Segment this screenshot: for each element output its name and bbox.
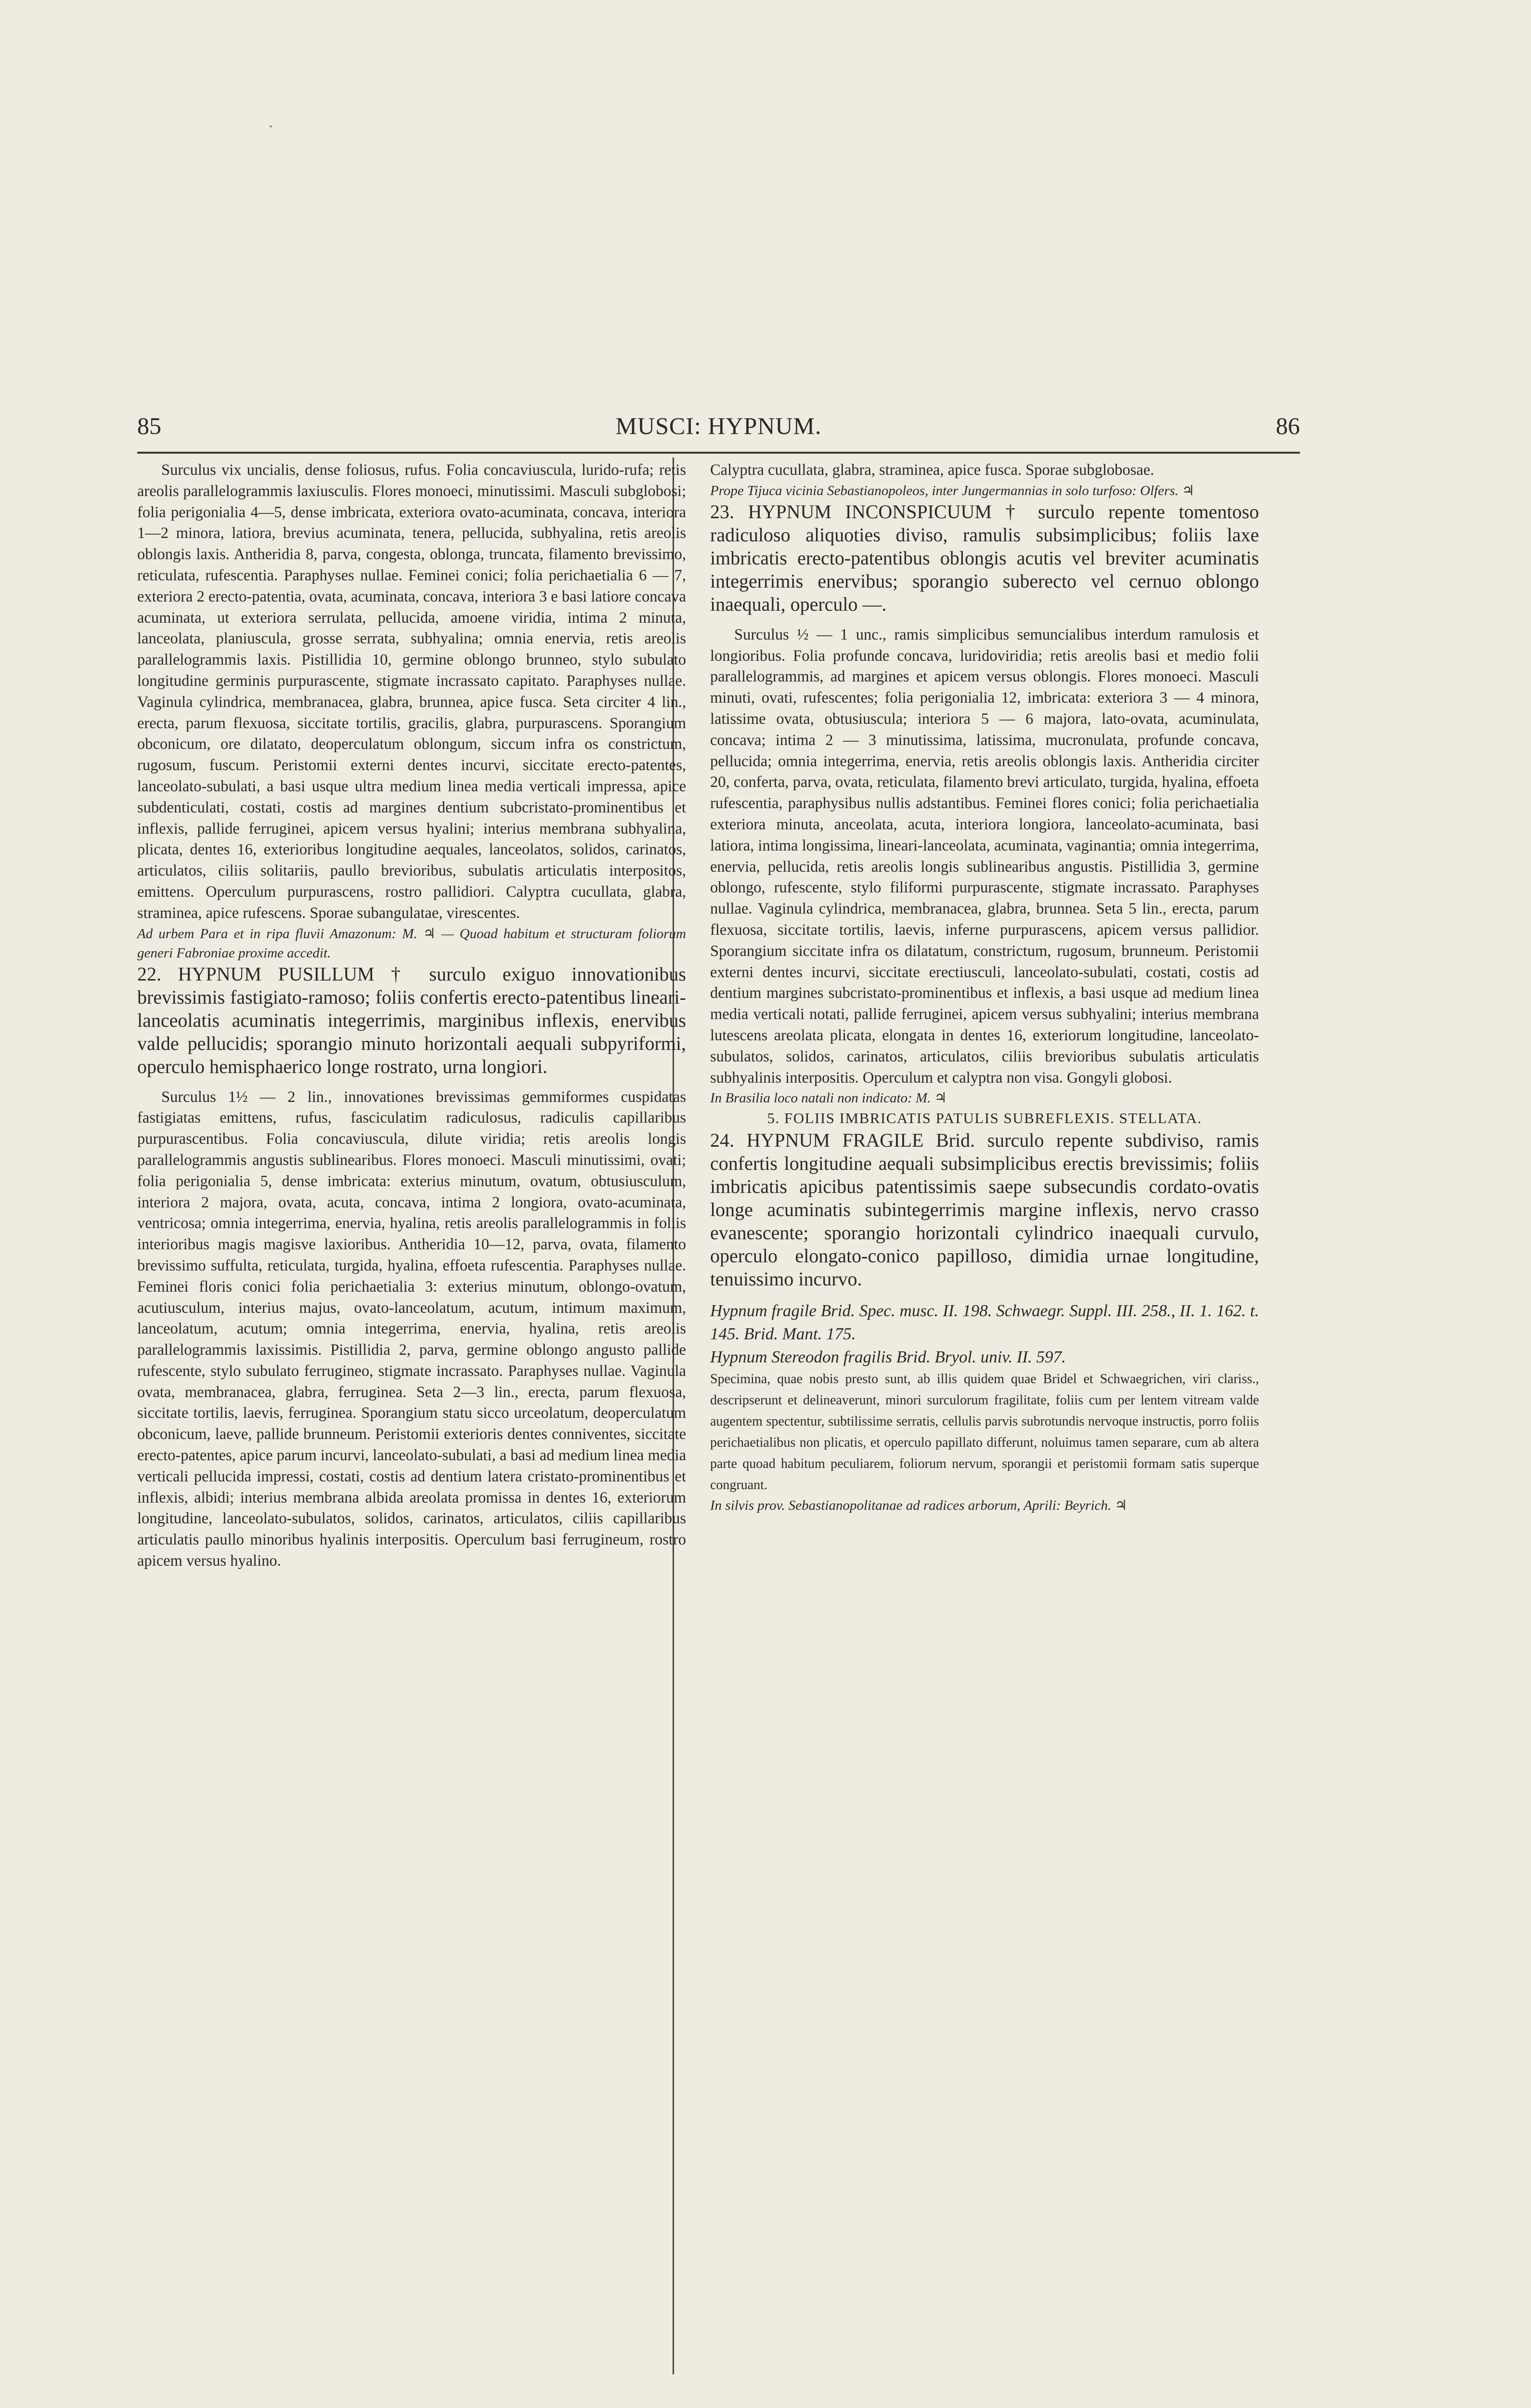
page-number-left: 85 <box>137 412 161 439</box>
running-title: MUSCI: HYPNUM. <box>615 412 822 439</box>
section-heading: 5. FOLIIS IMBRICATIS PATULIS SUBREFLEXIS. STELLATA. <box>767 1110 1202 1127</box>
species-diagnosis-24: 24. HYPNUM FRAGILE Brid. surculo repente subdiviso, ramis confertis longitudine aequali subsimplicibus erectis brevissimis; foliis imbricatis apicibus patentissimis saepe subsecundis cordato-ovatis longe acuminatis subintegerrimis margine inflexis, nervo crasso evanescente; sporangio horizontali cylindrico inaequali curvulo, operculo elongato-conico papilloso, dimidia urnae longitudine, tenuissimo incurvo. <box>710 1129 1259 1290</box>
synonym-citation: Hypnum fragile Brid. Spec. musc. II. 198. Schwaegr. Suppl. III. 258., II. 1. 162. t. 145. Brid. Mant. 175. <box>710 1301 1259 1344</box>
page-header <box>137 412 1300 450</box>
species-diagnosis-22: 22. HYPNUM PUSILLUM † surculo exiguo innovationibus brevissimis fastigiato-ramoso; foliis confertis erecto-patentibus lineari-lanceolatis acuminatis integerrimis, marginibus inflexis, enervibus valde pellucidis; sporangio minuto horizontali aequali subpyriformi, operculo hemisphaerico longe rostrato, urna longiori. <box>137 963 686 1077</box>
left-column <box>137 460 686 1572</box>
locality-note: In silvis prov. Sebastianopolitanae ad radices arborum, Aprili: Beyrich. ♃ <box>710 1498 1128 1514</box>
description-paragraph: Surculus ½ — 1 unc., ramis simplicibus semuncialibus interdum ramulosis et longioribus. Folia profunde concava, luridoviridia; retis areolis basi et medio folii parallelogrammis, ad margines et apicem versus oblongis. Flores monoeci. Masculi minuti, ovati, rufescentes; folia perigonialia 12, imbricata: exteriora 3 — 4 minora, latissime ovata, obtusiuscula; interiora 5 — 6 majora, lato-ovata, acuminulata, concava; intima 2 — 3 minutissima, latissima, mucronulata, profunde concava, pellucida; omnia integerrima, enervia, retis areolis oblongis laxis. Antheridia circiter 20, conferta, parva, ovata, reticulata, filamento brevi articulato, turgida, hyalina, effoeta rufescentia, paraphysibus nullis adstantibus. Feminei flores conici; folia perichaetialia exteriora minuta, anceolata, acuta, interiora longiora, lanceolato-acuminata, basi latiora, intima longissima, lineari-lanceolata, acuminata, vaginantia; omnia integerrima, enervia, pellucida, retis areolis longis sublinearibus angustis. Pistillidia 3, germine oblongo, rufescente, stylo filiformi purpurascente, stigmate incrassato. Paraphyses nullae. Vaginula cylindrica, membranacea, glabra, brunnea. Seta 5 lin., erecta, parum flexuosa, siccitate tortilis, laevis, inferne purpurascens, apicem versus pallidior. Sporangium siccitate infra os dilatatum, constrictum, rugosum, brunneum. Peristomii externi dentes incurvi, siccitate erectiusculi, lanceolato-subulati, costati, costis ad dentium margines subcristato-prominentibus et inflexis, a basi usque ad medium linea media verticali notati, pallide ferruginei, apicem versus subhyalini; interius membrana lutescens areolata plicata, elongata in dentes 16, exteriorum longitudine, lanceolato-subulatos, solidos, carinatos, articulatos, ciliis brevioribus subulatis articulatis subhyalinis interpositis. Operculum et calyptra non visa. Gongyli globosi. <box>710 626 1259 1086</box>
page-number-right: 86 <box>1276 412 1300 439</box>
remark-note: Specimina, quae nobis presto sunt, ab illis quidem quae Bridel et Schwaegrichen, viri clariss., descripserunt et delineaverunt, minori surculorum fragilitate, foliis cum per lentem vitream valde augentem spectentur, subtilissime serratis, cellulis parvis subrotundis nervoque instructis, porro foliis perichaetialibus non plicatis, et operculo papillato differunt, noluimus tamen separare, cum ab altera parte quoad habitum peculiarem, foliorum nervum, sporangii et peristomii formam satis superque congruant. <box>710 1372 1259 1493</box>
description-paragraph: Surculus vix uncialis, dense foliosus, rufus. Folia concaviuscula, lurido-rufa; retis areolis parallelogrammis laxiusculis. Flores monoeci, minutissimi. Masculi subglobosi; folia perigonialia 4—5, dense imbricata, exteriora ovato-acuminata, concava, interiora 1—2 minora, latiora, brevius acuminata, tenera, pellucida, subhyalina, retis areolis oblongis laxis. Antheridia 8, parva, congesta, oblonga, truncata, filamento brevissimo, reticulata, rufescentia. Paraphyses nullae. Feminei conici; folia perichaetialia 6 — 7, exteriora 2 erecto-patentia, ovata, acuminata, concava, interiora 3 e basi latiore concava acuminata, ut exteriora serrulata, pellucida, amoene viridia, intima 2 minuta, lanceolata, planiuscula, grosse serrata, subhyalina; omnia enervia, retis areolis parallelogrammis laxis. Pistillidia 10, germine oblongo brunneo, stylo subulato longitudine germinis purpurascente, stigmate incrassato capitato. Paraphyses nullae. Vaginula cylindrica, membranacea, glabra, brunnea, apice fusca. Seta circiter 4 lin., erecta, parum flexuosa, siccitate tortilis, gracilis, glabra, purpurascens. Sporangium obconicum, ore dilatato, deoperculatum oblongum, siccum infra os constrictum, rugosum, fuscum. Peristomii externi dentes incurvi, siccitate erecto-patentes, lanceolato-subulati, a basi usque ultra medium linea media verticali impressa, apice subdenticulati, costati, costis ad margines dentium subcristato-prominentibus et inflexis, pallide ferruginei, apicem versus hyalini; interius membrana subhyalina, plicata, dentes 16, exterioribus longitudine aequales, lanceolatos, solidos, carinatos, articulatos, ciliis solitariis, paullo brevioribus, subulatis articulatis interpositos, emittens. Operculum purpurascens, rostro pallidiori. Calyptra cucullata, glabra, straminea, apice rufescens. Sporae subangulatae, virescentes. <box>137 461 686 922</box>
header-rule <box>137 452 1300 454</box>
species-diagnosis-23: 23. HYPNUM INCONSPICUUM † surculo repente tomentoso radiculoso aliquoties diviso, ramulis subsimplicibus; foliis laxe imbricatis erecto-patentibus oblongis acutis vel breviter acuminatis integerrimis enervibus; sporangio suberecto vel cernuo oblongo inaequali, operculo —. <box>710 500 1259 615</box>
synonym-citation: Hypnum Stereodon fragilis Brid. Bryol. univ. II. 597. <box>710 1348 1066 1367</box>
locality-note: In Brasilia loco natali non indicato: M. ♃ <box>710 1090 947 1106</box>
locality-note: Prope Tijuca vicinia Sebastianopoleos, inter Jungermannias in solo turfoso: Olfers. ♃ <box>710 483 1195 498</box>
description-paragraph: Calyptra cucullata, glabra, straminea, apice fusca. Sporae subglobosae. <box>710 461 1155 479</box>
description-paragraph: Surculus 1½ — 2 lin., innovationes brevissimas gemmiformes cuspidatas fastigiatas emittens, rufus, fasciculatim radiculosus, radiculis capillaribus purpurascentibus. Folia concaviuscula, dilute viridia; retis areolis longis parallelogrammis angustis sublinearibus. Flores monoeci. Masculi minutissimi, ovati; folia perigonialia 5, dense imbricata: exterius minutum, ovatum, obtusiusculum, interiora 2 majora, ovata, acuta, concava, intima 2 longiora, ovato-acuminata, ventricosa; omnia integerrima, enervia, hyalina, retis areolis parallelogrammis in foliis interioribus magis magisve laxioribus. Antheridia 10—12, parva, ovata, filamento brevissimo suffulta, reticulata, turgida, hyalina, effoeta rufescentia. Paraphyses nullae. Feminei floris conici folia perichaetialia 3: exterius minutum, oblongo-ovatum, acutiusculum, interius majus, ovato-lanceolatum, acutum, intimum maximum, lanceolatum, acutum; omnia integerrima, enervia, hyalina, retis areolis parallelogrammis laxissimis. Pistillidia 2, parva, germine oblongo angusto pallide rufescente, stylo subulato ferrugineo, stigmate incrassato. Paraphyses nullae. Vaginula ovata, membranacea, glabra, ferruginea. Seta 2—3 lin., erecta, parum flexuosa, siccitate tortilis, laevis, ferruginea. Sporangium statu sicco urceolatum, deoperculatum obconicum, laeve, pallide brunneum. Peristomii exterioris dentes conniventes, siccitate erecto-patentes, apice parum incurvi, lanceolato-subulati, a basi ad medium linea media verticali pellucida impressi, costati, costis ad dentium latera cristato-prominentibus et inflexis, albidi; interius membrana albida areolata promissa in dentes 16, exteriorum longitudine, lanceolato-subulatos, solidos, carinatos, articulatos, ciliis capillaribus articulatis paullo minoribus hyalinis interpositis. Operculum basi ferrugineum, rostro apicem versus hyalino. <box>137 1088 686 1570</box>
right-column <box>710 460 1259 1515</box>
locality-note: Ad urbem Para et in ripa fluvii Amazonum: M. ♃ — Quoad habitum et structuram foliorum generi Fabroniae proxime accedit. <box>137 926 686 961</box>
speck <box>270 125 272 128</box>
